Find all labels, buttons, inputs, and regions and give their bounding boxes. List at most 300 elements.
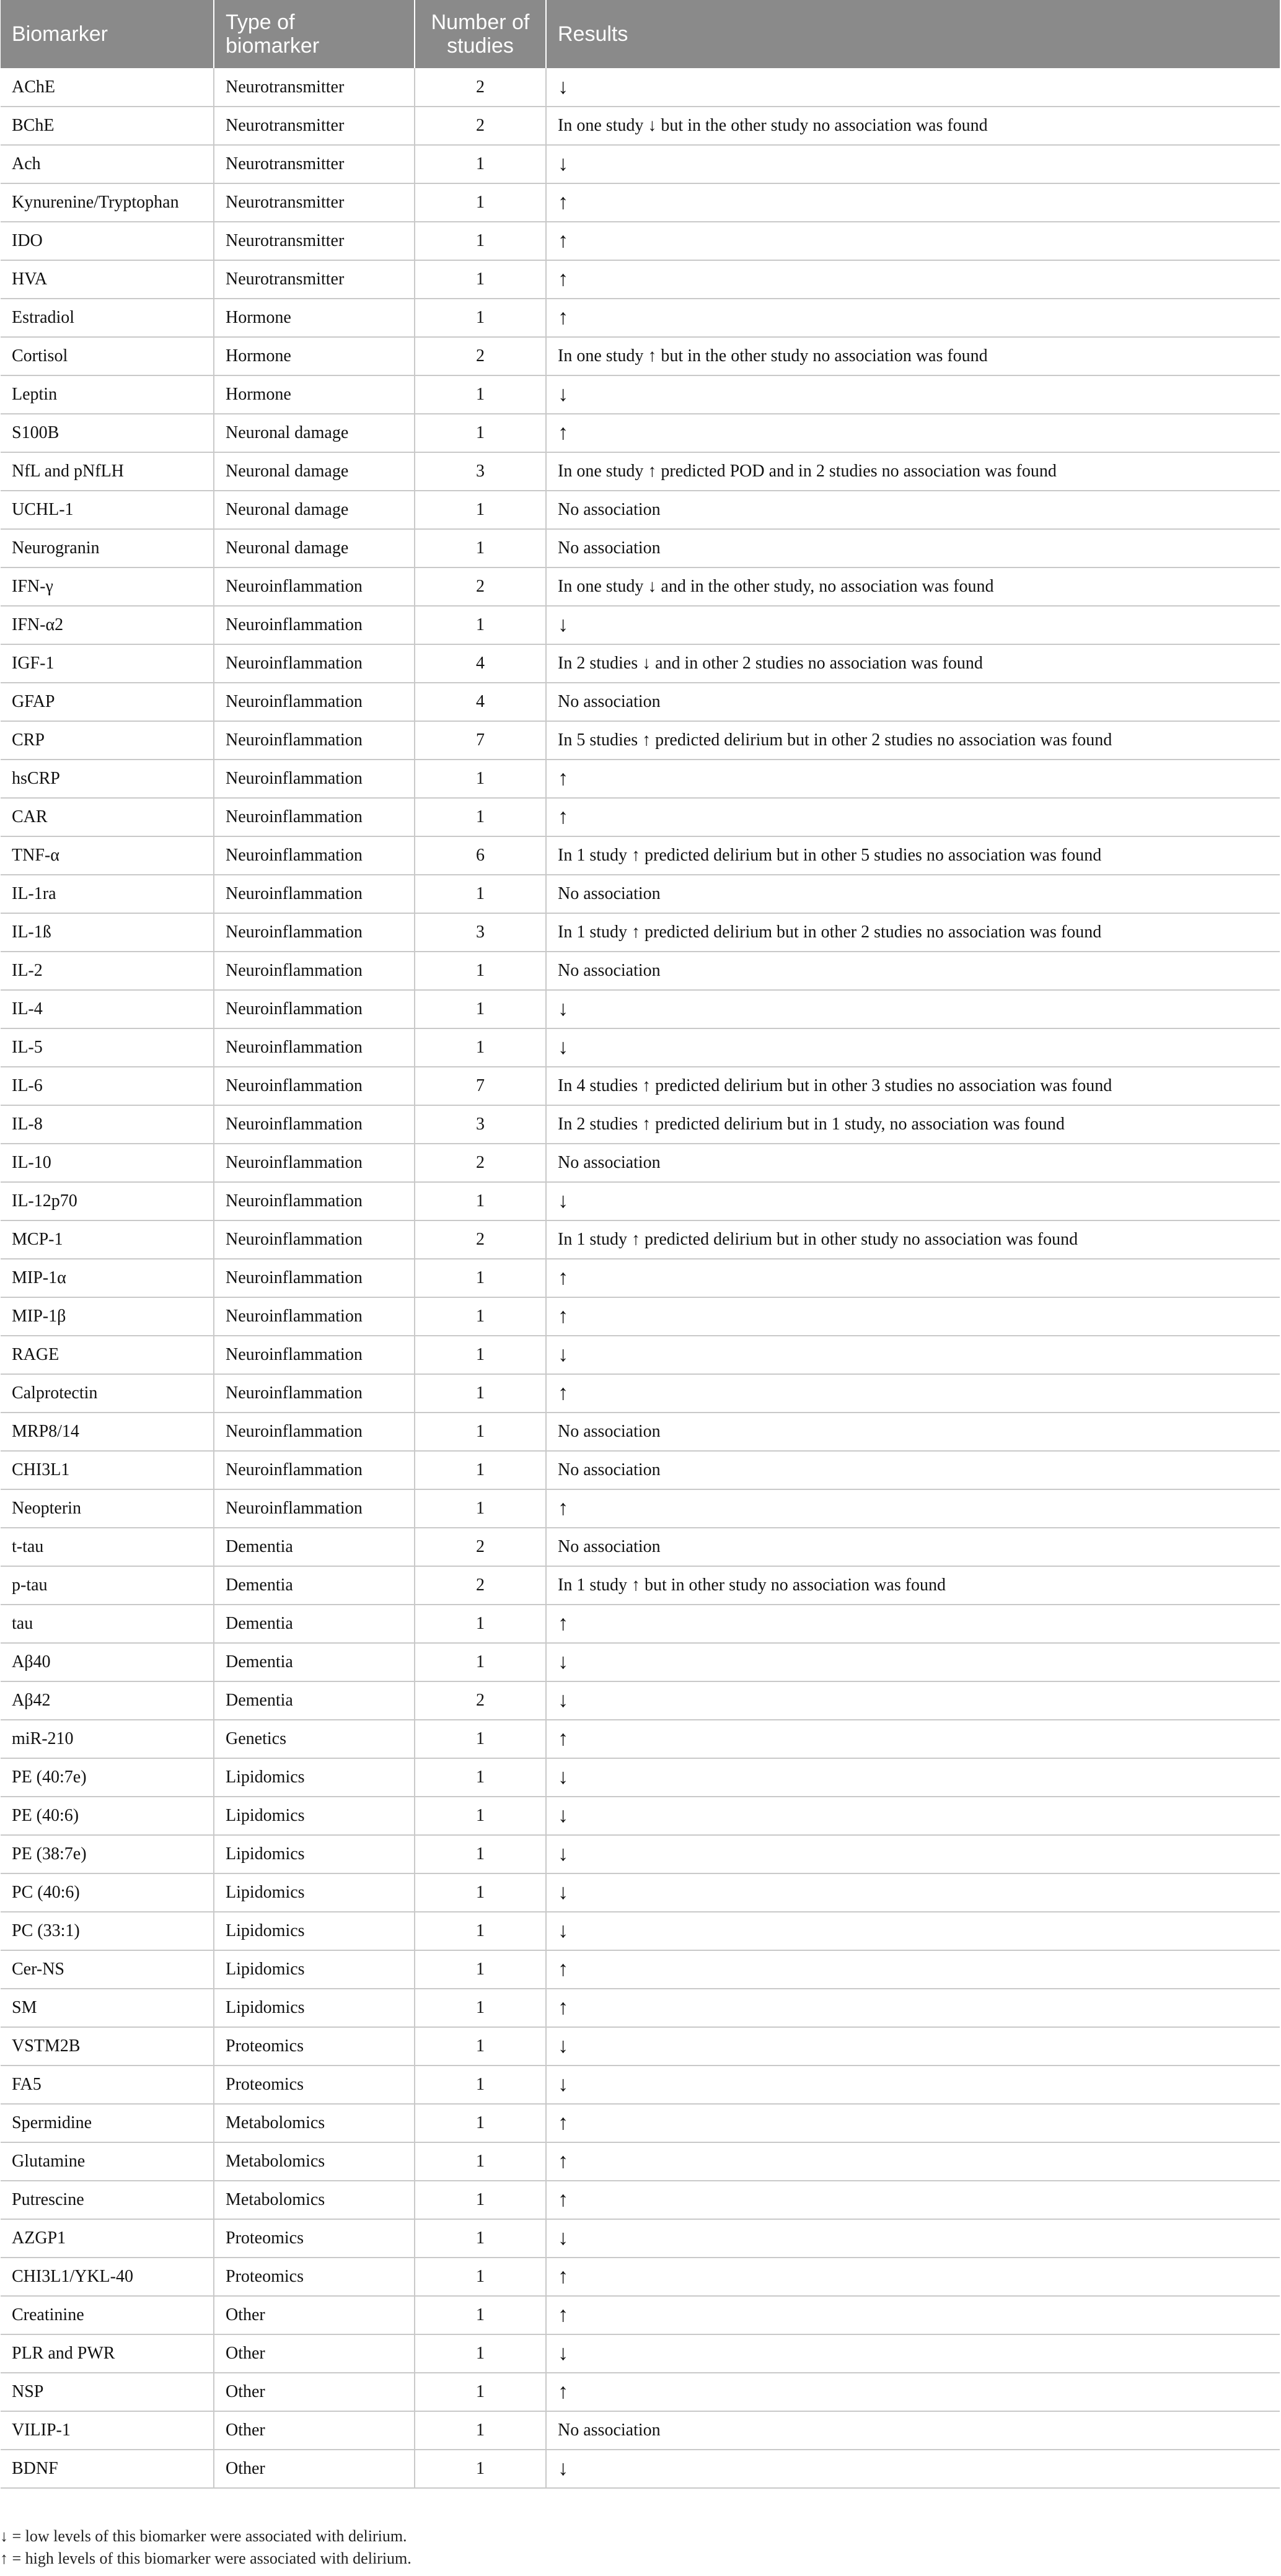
cell-biomarker: UCHL-1 xyxy=(1,491,214,529)
table-row xyxy=(1,913,1280,952)
cell-number-of-studies: 1 xyxy=(415,2411,546,2450)
cell-results: No association xyxy=(546,1144,1280,1182)
table-footnotes xyxy=(0,2525,412,2570)
cell-biomarker: p-tau xyxy=(1,1566,214,1605)
cell-number-of-studies: 1 xyxy=(415,1835,546,1873)
cell-biomarker: Estradiol xyxy=(1,299,214,337)
cell-biomarker: Leptin xyxy=(1,375,214,414)
cell-biomarker: PE (40:6) xyxy=(1,1797,214,1835)
cell-results: In 1 study ↑ predicted delirium but in other study no association was found xyxy=(546,1220,1280,1259)
cell-number-of-studies: 1 xyxy=(415,145,546,183)
cell-results: In 4 studies ↑ predicted delirium but in other 3 studies no association was found xyxy=(546,1067,1280,1105)
cell-number-of-studies: 1 xyxy=(415,1259,546,1297)
cell-number-of-studies: 1 xyxy=(415,2181,546,2219)
cell-number-of-studies: 1 xyxy=(415,1451,546,1489)
table-row xyxy=(1,2411,1280,2450)
cell-results: ↓ xyxy=(546,1835,1280,1873)
cell-number-of-studies: 1 xyxy=(415,952,546,990)
cell-number-of-studies: 2 xyxy=(415,1220,546,1259)
cell-results: ↓ xyxy=(546,2450,1280,2488)
cell-type: Neuroinflammation xyxy=(214,1451,415,1489)
cell-type: Neuroinflammation xyxy=(214,721,415,760)
cell-results: ↓ xyxy=(546,1873,1280,1912)
cell-number-of-studies: 1 xyxy=(415,2450,546,2488)
cell-number-of-studies: 1 xyxy=(415,529,546,567)
cell-results: ↑ xyxy=(546,2104,1280,2142)
cell-biomarker: MIP-1β xyxy=(1,1297,214,1336)
footnote-high: ↑ = high levels of this biomarker were associated with delirium. xyxy=(0,2549,412,2567)
cell-biomarker: MIP-1α xyxy=(1,1259,214,1297)
cell-type: Neuroinflammation xyxy=(214,1220,415,1259)
table-row xyxy=(1,1950,1280,1989)
cell-type: Neurotransmitter xyxy=(214,68,415,107)
cell-number-of-studies: 3 xyxy=(415,913,546,952)
table-row xyxy=(1,222,1280,260)
table-row xyxy=(1,2066,1280,2104)
cell-number-of-studies: 2 xyxy=(415,1528,546,1566)
table-row xyxy=(1,2258,1280,2296)
cell-results: ↓ xyxy=(546,2027,1280,2066)
cell-biomarker: CAR xyxy=(1,798,214,836)
cell-number-of-studies: 2 xyxy=(415,1144,546,1182)
cell-type: Proteomics xyxy=(214,2258,415,2296)
table-row xyxy=(1,644,1280,683)
cell-type: Neurotransmitter xyxy=(214,145,415,183)
cell-biomarker: miR-210 xyxy=(1,1720,214,1758)
table-row xyxy=(1,1413,1280,1451)
cell-results: In one study ↓ and in the other study, no association was found xyxy=(546,567,1280,606)
cell-biomarker: CHI3L1 xyxy=(1,1451,214,1489)
table-row xyxy=(1,1873,1280,1912)
cell-results: ↑ xyxy=(546,1950,1280,1989)
cell-results: ↑ xyxy=(546,260,1280,299)
cell-biomarker: Calprotectin xyxy=(1,1374,214,1413)
cell-biomarker: Aβ42 xyxy=(1,1681,214,1720)
cell-number-of-studies: 1 xyxy=(415,2104,546,2142)
header-results: Results xyxy=(546,0,1280,68)
cell-biomarker: Kynurenine/Tryptophan xyxy=(1,183,214,222)
table-row xyxy=(1,1374,1280,1413)
cell-type: Other xyxy=(214,2411,415,2450)
table-row xyxy=(1,683,1280,721)
cell-results: ↑ xyxy=(546,798,1280,836)
cell-results: ↓ xyxy=(546,1797,1280,1835)
cell-number-of-studies: 1 xyxy=(415,222,546,260)
cell-number-of-studies: 1 xyxy=(415,1912,546,1950)
cell-number-of-studies: 4 xyxy=(415,683,546,721)
cell-results: ↑ xyxy=(546,1989,1280,2027)
cell-type: Hormone xyxy=(214,375,415,414)
table-row xyxy=(1,1566,1280,1605)
table-row xyxy=(1,1220,1280,1259)
cell-type: Neuroinflammation xyxy=(214,1413,415,1451)
table-row xyxy=(1,836,1280,875)
cell-type: Neuroinflammation xyxy=(214,913,415,952)
cell-number-of-studies: 3 xyxy=(415,1105,546,1144)
cell-type: Dementia xyxy=(214,1528,415,1566)
cell-type: Other xyxy=(214,2450,415,2488)
table-row xyxy=(1,145,1280,183)
cell-type: Neuronal damage xyxy=(214,491,415,529)
cell-number-of-studies: 1 xyxy=(415,2258,546,2296)
cell-biomarker: t-tau xyxy=(1,1528,214,1566)
cell-type: Neuroinflammation xyxy=(214,567,415,606)
table-row xyxy=(1,1182,1280,1220)
cell-biomarker: PE (38:7e) xyxy=(1,1835,214,1873)
cell-biomarker: Glutamine xyxy=(1,2142,214,2181)
cell-results: ↑ xyxy=(546,1720,1280,1758)
table-row xyxy=(1,798,1280,836)
cell-results: ↓ xyxy=(546,2219,1280,2258)
cell-type: Dementia xyxy=(214,1605,415,1643)
cell-type: Lipidomics xyxy=(214,1950,415,1989)
biomarker-table xyxy=(1,0,1280,2489)
table-row xyxy=(1,107,1280,145)
table-row xyxy=(1,567,1280,606)
cell-number-of-studies: 1 xyxy=(415,491,546,529)
table-row xyxy=(1,2219,1280,2258)
cell-biomarker: PC (33:1) xyxy=(1,1912,214,1950)
table-row xyxy=(1,952,1280,990)
cell-number-of-studies: 1 xyxy=(415,2066,546,2104)
cell-biomarker: IL-10 xyxy=(1,1144,214,1182)
table-row xyxy=(1,2104,1280,2142)
cell-number-of-studies: 4 xyxy=(415,644,546,683)
cell-type: Neuronal damage xyxy=(214,529,415,567)
cell-results: ↓ xyxy=(546,1681,1280,1720)
cell-type: Lipidomics xyxy=(214,1989,415,2027)
cell-type: Metabolomics xyxy=(214,2142,415,2181)
cell-results: ↑ xyxy=(546,1259,1280,1297)
cell-number-of-studies: 1 xyxy=(415,1797,546,1835)
cell-results: ↑ xyxy=(546,183,1280,222)
cell-results: In 5 studies ↑ predicted delirium but in other 2 studies no association was found xyxy=(546,721,1280,760)
cell-results: No association xyxy=(546,529,1280,567)
header-type-label: Type of biomarker xyxy=(226,11,320,58)
cell-number-of-studies: 1 xyxy=(415,260,546,299)
cell-results: ↑ xyxy=(546,2181,1280,2219)
cell-biomarker: GFAP xyxy=(1,683,214,721)
table-row xyxy=(1,1643,1280,1681)
cell-number-of-studies: 1 xyxy=(415,2334,546,2373)
table-row xyxy=(1,68,1280,107)
cell-results: ↓ xyxy=(546,1028,1280,1067)
cell-number-of-studies: 1 xyxy=(415,2142,546,2181)
table-row xyxy=(1,337,1280,375)
table-row xyxy=(1,2027,1280,2066)
cell-biomarker: hsCRP xyxy=(1,760,214,798)
cell-number-of-studies: 1 xyxy=(415,875,546,913)
cell-results: In one study ↓ but in the other study no association was found xyxy=(546,107,1280,145)
cell-results: In 2 studies ↑ predicted delirium but in 1 study, no association was found xyxy=(546,1105,1280,1144)
cell-number-of-studies: 1 xyxy=(415,1950,546,1989)
cell-results: In 1 study ↑ predicted delirium but in other 2 studies no association was found xyxy=(546,913,1280,952)
cell-type: Neuroinflammation xyxy=(214,875,415,913)
cell-type: Genetics xyxy=(214,1720,415,1758)
cell-biomarker: AZGP1 xyxy=(1,2219,214,2258)
cell-results: ↑ xyxy=(546,1297,1280,1336)
cell-number-of-studies: 7 xyxy=(415,1067,546,1105)
cell-results: ↑ xyxy=(546,1374,1280,1413)
table-row xyxy=(1,414,1280,452)
table-row xyxy=(1,452,1280,491)
cell-type: Neuroinflammation xyxy=(214,1105,415,1144)
table-row xyxy=(1,1758,1280,1797)
table-row xyxy=(1,760,1280,798)
cell-type: Neurotransmitter xyxy=(214,107,415,145)
table-header-row xyxy=(1,0,1280,68)
cell-type: Neuroinflammation xyxy=(214,683,415,721)
cell-biomarker: IL-5 xyxy=(1,1028,214,1067)
cell-number-of-studies: 1 xyxy=(415,1989,546,2027)
cell-type: Metabolomics xyxy=(214,2181,415,2219)
cell-biomarker: IL-1ß xyxy=(1,913,214,952)
cell-number-of-studies: 6 xyxy=(415,836,546,875)
cell-biomarker: CRP xyxy=(1,721,214,760)
cell-results: No association xyxy=(546,1413,1280,1451)
cell-number-of-studies: 1 xyxy=(415,1182,546,1220)
cell-type: Neuronal damage xyxy=(214,452,415,491)
table-row xyxy=(1,1105,1280,1144)
cell-type: Neuroinflammation xyxy=(214,644,415,683)
cell-biomarker: AChE xyxy=(1,68,214,107)
cell-results: ↓ xyxy=(546,1182,1280,1220)
cell-biomarker: TNF-α xyxy=(1,836,214,875)
cell-biomarker: VILIP-1 xyxy=(1,2411,214,2450)
cell-biomarker: S100B xyxy=(1,414,214,452)
cell-biomarker: FA5 xyxy=(1,2066,214,2104)
cell-biomarker: PE (40:7e) xyxy=(1,1758,214,1797)
cell-results: In 1 study ↑ but in other study no association was found xyxy=(546,1566,1280,1605)
cell-biomarker: Cortisol xyxy=(1,337,214,375)
cell-type: Neuroinflammation xyxy=(214,1259,415,1297)
cell-biomarker: Neurogranin xyxy=(1,529,214,567)
cell-results: No association xyxy=(546,683,1280,721)
cell-results: No association xyxy=(546,1451,1280,1489)
cell-results: ↓ xyxy=(546,1758,1280,1797)
cell-results: No association xyxy=(546,875,1280,913)
cell-type: Proteomics xyxy=(214,2027,415,2066)
cell-biomarker: Cer-NS xyxy=(1,1950,214,1989)
footnote-low: ↓ = low levels of this biomarker were associated with delirium. xyxy=(0,2527,407,2545)
table-row xyxy=(1,1605,1280,1643)
cell-results: ↓ xyxy=(546,68,1280,107)
cell-results: ↓ xyxy=(546,375,1280,414)
cell-biomarker: BChE xyxy=(1,107,214,145)
cell-results: In one study ↑ but in the other study no association was found xyxy=(546,337,1280,375)
cell-type: Dementia xyxy=(214,1566,415,1605)
cell-results: ↑ xyxy=(546,299,1280,337)
cell-type: Lipidomics xyxy=(214,1758,415,1797)
cell-biomarker: PC (40:6) xyxy=(1,1873,214,1912)
table-row xyxy=(1,1489,1280,1528)
cell-number-of-studies: 1 xyxy=(415,606,546,644)
cell-type: Neuroinflammation xyxy=(214,952,415,990)
cell-biomarker: IL-8 xyxy=(1,1105,214,1144)
cell-number-of-studies: 1 xyxy=(415,798,546,836)
table-row xyxy=(1,1797,1280,1835)
cell-number-of-studies: 1 xyxy=(415,1489,546,1528)
cell-number-of-studies: 1 xyxy=(415,1758,546,1797)
cell-type: Neuroinflammation xyxy=(214,1144,415,1182)
cell-results: ↓ xyxy=(546,990,1280,1028)
cell-biomarker: IL-2 xyxy=(1,952,214,990)
cell-biomarker: Putrescine xyxy=(1,2181,214,2219)
cell-number-of-studies: 2 xyxy=(415,68,546,107)
cell-number-of-studies: 1 xyxy=(415,1374,546,1413)
cell-results: ↓ xyxy=(546,2066,1280,2104)
cell-number-of-studies: 2 xyxy=(415,1681,546,1720)
cell-number-of-studies: 1 xyxy=(415,990,546,1028)
cell-biomarker: IL-6 xyxy=(1,1067,214,1105)
table-row xyxy=(1,1451,1280,1489)
cell-number-of-studies: 1 xyxy=(415,414,546,452)
cell-results: ↓ xyxy=(546,1643,1280,1681)
cell-results: ↑ xyxy=(546,2296,1280,2334)
cell-type: Neuroinflammation xyxy=(214,1182,415,1220)
cell-number-of-studies: 1 xyxy=(415,1297,546,1336)
cell-results: ↑ xyxy=(546,2373,1280,2411)
table-row xyxy=(1,491,1280,529)
cell-number-of-studies: 1 xyxy=(415,1873,546,1912)
cell-type: Neuroinflammation xyxy=(214,1374,415,1413)
table-row xyxy=(1,2373,1280,2411)
cell-type: Hormone xyxy=(214,337,415,375)
cell-biomarker: tau xyxy=(1,1605,214,1643)
cell-type: Dementia xyxy=(214,1681,415,1720)
table-row xyxy=(1,260,1280,299)
table-row xyxy=(1,1144,1280,1182)
cell-biomarker: MRP8/14 xyxy=(1,1413,214,1451)
table-row xyxy=(1,1297,1280,1336)
cell-type: Other xyxy=(214,2296,415,2334)
cell-results: ↑ xyxy=(546,222,1280,260)
cell-type: Neuroinflammation xyxy=(214,606,415,644)
cell-number-of-studies: 2 xyxy=(415,567,546,606)
cell-results: ↓ xyxy=(546,145,1280,183)
cell-results: ↓ xyxy=(546,1912,1280,1950)
cell-type: Metabolomics xyxy=(214,2104,415,2142)
cell-type: Other xyxy=(214,2334,415,2373)
cell-type: Neuroinflammation xyxy=(214,1028,415,1067)
cell-number-of-studies: 3 xyxy=(415,452,546,491)
table-row xyxy=(1,606,1280,644)
cell-biomarker: MCP-1 xyxy=(1,1220,214,1259)
cell-biomarker: IDO xyxy=(1,222,214,260)
cell-number-of-studies: 1 xyxy=(415,1643,546,1681)
cell-number-of-studies: 1 xyxy=(415,2296,546,2334)
cell-results: ↑ xyxy=(546,1605,1280,1643)
header-biomarker: Biomarker xyxy=(1,0,214,68)
cell-results: ↑ xyxy=(546,760,1280,798)
cell-results: ↑ xyxy=(546,2258,1280,2296)
cell-biomarker: HVA xyxy=(1,260,214,299)
cell-type: Neuroinflammation xyxy=(214,760,415,798)
cell-number-of-studies: 7 xyxy=(415,721,546,760)
cell-biomarker: Neopterin xyxy=(1,1489,214,1528)
header-type xyxy=(214,0,415,68)
table-row xyxy=(1,299,1280,337)
cell-biomarker: RAGE xyxy=(1,1336,214,1374)
cell-type: Proteomics xyxy=(214,2219,415,2258)
table-row xyxy=(1,1336,1280,1374)
table-row xyxy=(1,2450,1280,2488)
table-row xyxy=(1,2142,1280,2181)
cell-biomarker: SM xyxy=(1,1989,214,2027)
table-row xyxy=(1,1989,1280,2027)
cell-biomarker: PLR and PWR xyxy=(1,2334,214,2373)
cell-number-of-studies: 2 xyxy=(415,337,546,375)
cell-biomarker: NSP xyxy=(1,2373,214,2411)
header-number-of-studies xyxy=(415,0,546,68)
cell-type: Lipidomics xyxy=(214,1912,415,1950)
cell-results: No association xyxy=(546,2411,1280,2450)
cell-type: Dementia xyxy=(214,1643,415,1681)
cell-type: Lipidomics xyxy=(214,1835,415,1873)
table-row xyxy=(1,1835,1280,1873)
cell-biomarker: IL-4 xyxy=(1,990,214,1028)
table-row xyxy=(1,1028,1280,1067)
table-row xyxy=(1,990,1280,1028)
cell-results: No association xyxy=(546,952,1280,990)
cell-number-of-studies: 1 xyxy=(415,1028,546,1067)
cell-type: Neuroinflammation xyxy=(214,990,415,1028)
cell-type: Hormone xyxy=(214,299,415,337)
cell-biomarker: IGF-1 xyxy=(1,644,214,683)
table-row xyxy=(1,1067,1280,1105)
table-row xyxy=(1,1259,1280,1297)
cell-type: Neurotransmitter xyxy=(214,260,415,299)
cell-biomarker: Ach xyxy=(1,145,214,183)
cell-type: Neuroinflammation xyxy=(214,836,415,875)
cell-number-of-studies: 1 xyxy=(415,1336,546,1374)
cell-number-of-studies: 2 xyxy=(415,1566,546,1605)
table-row xyxy=(1,375,1280,414)
cell-results: ↑ xyxy=(546,1489,1280,1528)
cell-results: ↓ xyxy=(546,1336,1280,1374)
cell-biomarker: BDNF xyxy=(1,2450,214,2488)
cell-type: Lipidomics xyxy=(214,1873,415,1912)
cell-number-of-studies: 1 xyxy=(415,375,546,414)
cell-biomarker: CHI3L1/YKL-40 xyxy=(1,2258,214,2296)
table-row xyxy=(1,1528,1280,1566)
header-number-label: Number of studies xyxy=(431,11,530,58)
cell-biomarker: IFN-γ xyxy=(1,567,214,606)
cell-type: Neuroinflammation xyxy=(214,1297,415,1336)
cell-number-of-studies: 2 xyxy=(415,107,546,145)
cell-biomarker: IL-1ra xyxy=(1,875,214,913)
cell-type: Neuroinflammation xyxy=(214,1489,415,1528)
cell-results: In 2 studies ↓ and in other 2 studies no association was found xyxy=(546,644,1280,683)
table-row xyxy=(1,2296,1280,2334)
cell-results: In 1 study ↑ predicted delirium but in other 5 studies no association was found xyxy=(546,836,1280,875)
cell-results: ↑ xyxy=(546,2142,1280,2181)
table-row xyxy=(1,721,1280,760)
cell-biomarker: NfL and pNfLH xyxy=(1,452,214,491)
cell-results: ↓ xyxy=(546,606,1280,644)
table-row xyxy=(1,1912,1280,1950)
table-row xyxy=(1,2334,1280,2373)
cell-biomarker: Creatinine xyxy=(1,2296,214,2334)
cell-type: Lipidomics xyxy=(214,1797,415,1835)
cell-results: ↓ xyxy=(546,2334,1280,2373)
cell-results: No association xyxy=(546,1528,1280,1566)
cell-results: In one study ↑ predicted POD and in 2 studies no association was found xyxy=(546,452,1280,491)
cell-number-of-studies: 1 xyxy=(415,2373,546,2411)
cell-type: Neurotransmitter xyxy=(214,222,415,260)
cell-number-of-studies: 1 xyxy=(415,1605,546,1643)
cell-type: Neuroinflammation xyxy=(214,1336,415,1374)
